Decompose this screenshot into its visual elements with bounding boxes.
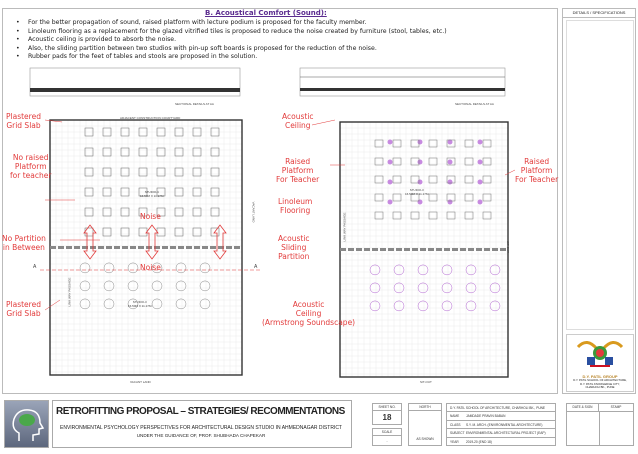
bullet-item: • Acoustic ceiling is provided to absorb the noise. bbox=[28, 36, 447, 45]
annotation-noise: Noise bbox=[140, 212, 161, 221]
sitout-label: SIT-OUT bbox=[420, 380, 432, 384]
ceiling-light bbox=[394, 301, 404, 311]
ceiling-light bbox=[418, 180, 423, 185]
head-logo bbox=[4, 400, 49, 448]
stool bbox=[200, 299, 210, 309]
ceiling-light bbox=[490, 301, 500, 311]
scale-label: SCALE bbox=[373, 429, 401, 436]
ceiling-light bbox=[442, 283, 452, 293]
stool bbox=[80, 299, 90, 309]
ceiling-light bbox=[388, 140, 393, 145]
ceiling-light bbox=[478, 160, 483, 165]
ceiling-light bbox=[418, 200, 423, 205]
section-heading: B. Acoustical Comfort (Sound): bbox=[205, 9, 327, 17]
name-label: NAME bbox=[450, 414, 460, 419]
ceiling-light bbox=[388, 180, 393, 185]
ceiling-light bbox=[478, 180, 483, 185]
stool bbox=[128, 281, 138, 291]
section-marker-a: A bbox=[254, 264, 258, 270]
emblem-icon bbox=[575, 337, 625, 369]
stool bbox=[152, 299, 162, 309]
studio3-label: STUDIO-3 16.50M X 11.17M bbox=[128, 300, 152, 308]
ceiling-light bbox=[442, 301, 452, 311]
sign-stamp-box bbox=[566, 403, 634, 446]
stool bbox=[152, 281, 162, 291]
link-passage-label: LINK WAY PASSAGE bbox=[67, 277, 72, 307]
institution-logo bbox=[566, 334, 634, 392]
year-value: 2019-20 (END 18) bbox=[466, 439, 492, 444]
ceiling-light bbox=[388, 160, 393, 165]
bullet-item: • Rubber pads for the feet of tables and stools are proposed in the solution. bbox=[28, 53, 447, 62]
subject-value: ENVIRONMENTAL ARCHITECTURAL PROJECT (EAP) bbox=[466, 431, 546, 436]
annotation-acoustic-sliding-partition: Acoustic Sliding Partition bbox=[278, 234, 310, 261]
annotation-linoleum-flooring: Linoleum Flooring bbox=[278, 197, 313, 215]
student-name: JAMDADE PRAVIN BABAN bbox=[466, 414, 506, 419]
studio3-label-right: STUDIO-3 16.50M X 11.17M bbox=[405, 188, 429, 196]
annotation-no-partition: No Partition in Between bbox=[2, 234, 46, 252]
year-label: YEAR bbox=[450, 439, 459, 444]
ceiling-light bbox=[370, 265, 380, 275]
stool bbox=[176, 281, 186, 291]
stool bbox=[104, 281, 114, 291]
annotation-noise-2: Noise bbox=[140, 263, 161, 272]
link-passage-label-right: LINK WAY PASSAGE bbox=[342, 212, 347, 242]
ceiling-light bbox=[418, 283, 428, 293]
ceiling-light bbox=[370, 283, 380, 293]
ceiling-light bbox=[448, 180, 453, 185]
ceiling-light bbox=[490, 283, 500, 293]
subject-label: SUBJECT bbox=[450, 431, 465, 436]
annotation-acoustic-ceiling: Acoustic Ceiling bbox=[282, 112, 314, 130]
studio4-label: STUDIO-4 16.50M X 11.17M bbox=[140, 190, 164, 198]
ceiling-light bbox=[418, 265, 428, 275]
class-value: S.Y. M. ARCH. (ENVIRONMENTAL ARCHITECTURE) bbox=[466, 422, 543, 427]
annotation-acoustic-ceiling-armstrong: Acoustic Ceiling (Armstrong Soundscape) bbox=[262, 300, 356, 327]
ceiling-light bbox=[448, 200, 453, 205]
section-marker-a: A bbox=[33, 264, 37, 270]
student-info bbox=[446, 403, 556, 446]
ceiling-light bbox=[418, 301, 428, 311]
brain-head-icon bbox=[5, 401, 50, 449]
section-slab bbox=[30, 88, 240, 92]
annotation-raised-platform-right: Raised Platform For Teacher bbox=[515, 157, 559, 184]
ceiling-light bbox=[394, 265, 404, 275]
ceiling-light bbox=[448, 160, 453, 165]
courtyard-label: ADJACENT CONSTRUCTION COURTYARD bbox=[120, 116, 181, 120]
ceiling-light bbox=[466, 265, 476, 275]
specs-area bbox=[566, 20, 634, 330]
annotation-raised-platform: Raised Platform For Teacher bbox=[276, 157, 320, 184]
scale-box bbox=[372, 428, 402, 446]
stool bbox=[128, 263, 138, 273]
ceiling-light bbox=[478, 200, 483, 205]
north-box bbox=[408, 403, 442, 446]
stamp-label: STAMP bbox=[610, 405, 622, 409]
annotation-plastered-grid-slab: Plastered Grid Slab bbox=[6, 112, 41, 130]
stool bbox=[80, 281, 90, 291]
project-subtitle: ENVIRONMENTAL PSYCHOLOGY PERSPECTIVES FOR ARCHITECTURAL DESIGN STUDIO IN AHMEDNAGAR DISTRICT bbox=[60, 425, 342, 431]
ceiling-light bbox=[490, 265, 500, 275]
stool bbox=[104, 263, 114, 273]
annotation-plastered-grid-slab-2: Plastered Grid Slab bbox=[6, 300, 41, 318]
as-shown: AS SHOWN bbox=[416, 437, 434, 441]
leader-line bbox=[45, 300, 60, 310]
section-right bbox=[300, 68, 505, 96]
north-label: NORTH bbox=[409, 404, 441, 411]
annotation-no-raised-platform: No raised Platform for teacher bbox=[10, 153, 52, 180]
leader-line bbox=[505, 170, 515, 175]
stool bbox=[104, 299, 114, 309]
stool bbox=[200, 263, 210, 273]
logo-group-name: D.Y. PATIL GROUP bbox=[582, 374, 618, 379]
logo-address: D.Y. PATIL SCHOOL OF ARCHITECTURE, D.Y. PATIL KNOWLEDGE CITY, CHARHOLI BK., PUNE bbox=[573, 378, 627, 390]
date-sign-label: DATE & SIGN bbox=[567, 404, 599, 411]
specs-header: DETAILS / SPECIFICATIONS bbox=[562, 8, 636, 18]
sheet-title: RETROFITTING PROPOSAL – STRATEGIES/ RECOMMENTATIONS bbox=[56, 406, 345, 417]
ceiling-light bbox=[466, 301, 476, 311]
ceiling-light bbox=[466, 283, 476, 293]
ceiling-light bbox=[442, 265, 452, 275]
ceiling-light bbox=[370, 301, 380, 311]
year-row bbox=[447, 438, 555, 446]
bullet-item: • Also, the sliding partition between two studios with pin-up soft boards is proposed for the reduction of the noise. bbox=[28, 45, 447, 54]
school-name: D.Y. PATIL SCHOOL OF ARCHITECTURE, CHARHOLI BK., PUNE bbox=[447, 404, 555, 412]
section-label-right: SECTIONAL DETAILS AT AA bbox=[455, 102, 494, 106]
section-slab bbox=[300, 88, 505, 91]
ceiling-light bbox=[394, 283, 404, 293]
bullet-item: • For the better propagation of sound, raised platform with lecture podium is proposed for the faculty member. bbox=[28, 19, 447, 28]
ceiling-light bbox=[388, 200, 393, 205]
leader-line bbox=[312, 120, 335, 125]
ceiling-light bbox=[478, 140, 483, 145]
sheet-subtitle bbox=[56, 424, 346, 440]
sitout-side: SIT-OUT bbox=[505, 241, 510, 253]
bullet-item: • Linoleum flooring as a replacement for the glazed vitrified tiles is proposed to reduce the noise created by furniture (stool, tables, etc.) bbox=[28, 28, 447, 37]
vacant-land-side: VACANT LAND bbox=[251, 201, 256, 223]
vacant-land-label: VACANT LAND bbox=[130, 380, 151, 384]
stool bbox=[176, 263, 186, 273]
stool bbox=[200, 281, 210, 291]
ceiling-light bbox=[418, 160, 423, 165]
stool bbox=[176, 299, 186, 309]
scale-value: - bbox=[386, 439, 388, 443]
subject-row bbox=[447, 429, 555, 437]
sheet-no-label: SHEET NO. bbox=[373, 404, 401, 411]
guidance-text: UNDER THE GUIDANCE OF, PROF. SHUBHADA CHAPEKAR bbox=[136, 433, 266, 438]
section-label-left: SECTIONAL DETAILS AT AA bbox=[175, 102, 214, 106]
class-row bbox=[447, 421, 555, 429]
stool bbox=[80, 263, 90, 273]
name-row bbox=[447, 412, 555, 420]
class-label: CLASS bbox=[450, 422, 461, 427]
sheet-no-box bbox=[372, 403, 402, 425]
sheet-no: 18 bbox=[382, 413, 392, 422]
